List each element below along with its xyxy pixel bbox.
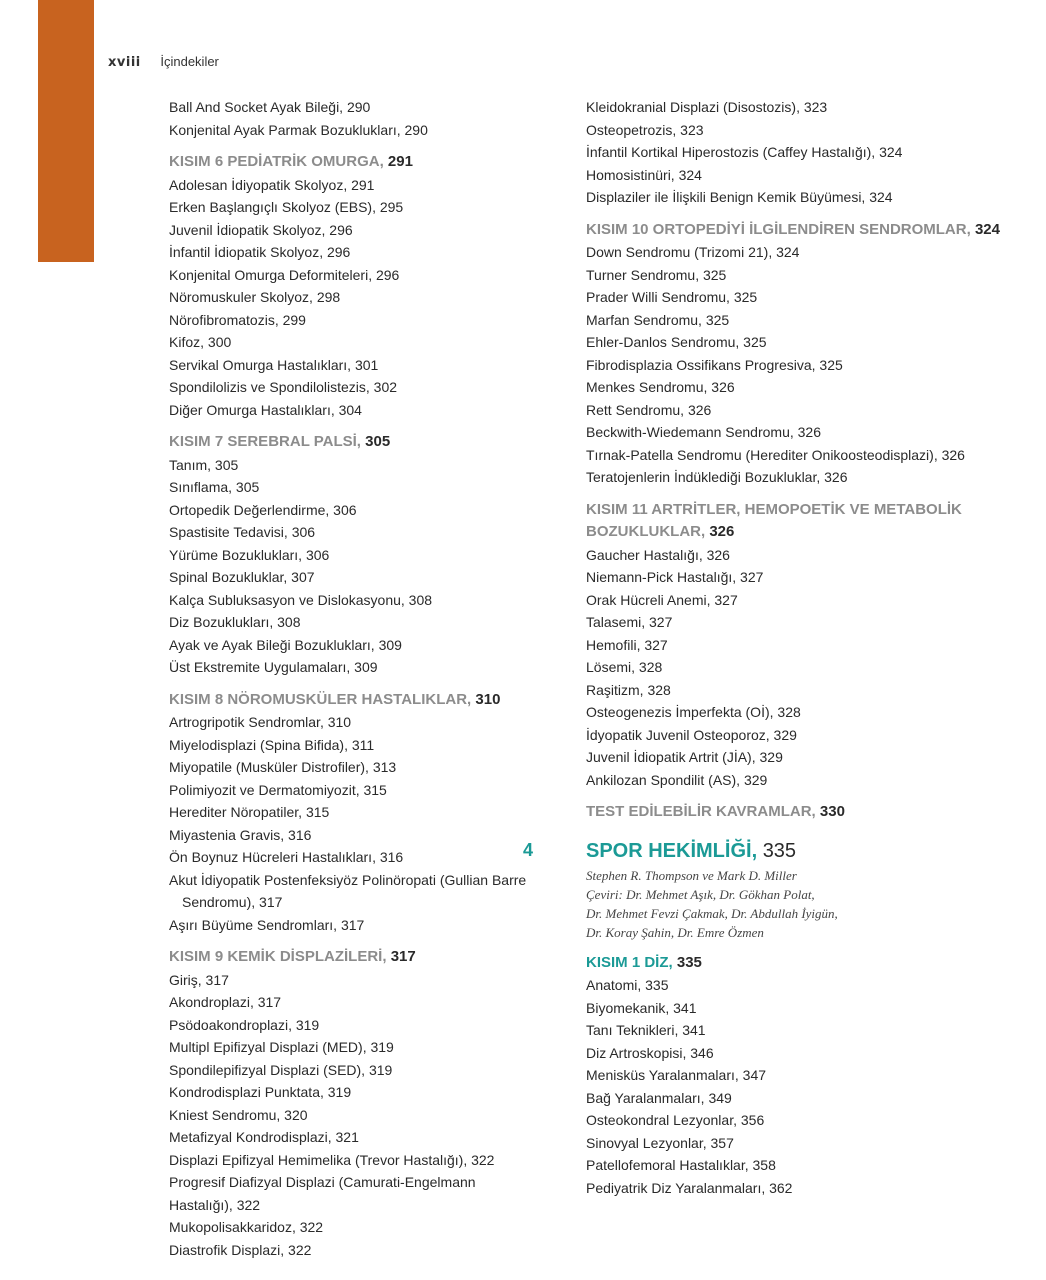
section-page: 310 bbox=[475, 690, 501, 708]
toc-entry: Menisküs Yaralanmaları, 347 bbox=[586, 1067, 767, 1083]
toc-entry: Giriş, 317 bbox=[169, 971, 229, 988]
toc-entry: Miyopatile (Musküler Distrofiler), 313 bbox=[169, 759, 397, 775]
chapter-block bbox=[523, 838, 1006, 942]
toc-entry: Osteokondral Lezyonlar, 356 bbox=[586, 1112, 765, 1128]
toc-entry: Konjenital Ayak Parmak Bozuklukları, 290 bbox=[169, 121, 428, 138]
toc-entry: Aşırı Büyüme Sendromları, 317 bbox=[169, 916, 365, 933]
section-title: KISIM 10 ORTOPEDİYİ İLGİLENDİREN SENDROMLAR, bbox=[586, 220, 971, 238]
toc-entry: Üst Ekstremite Uygulamaları, 309 bbox=[169, 659, 378, 675]
toc-entry: İnfantil İdiopatik Skolyoz, 296 bbox=[169, 244, 351, 260]
toc-entry: Displazi Epifizyal Hemimelika (Trevor Hastalığı), 322 bbox=[169, 1151, 495, 1168]
toc-entry: Down Sendromu (Trizomi 21), 324 bbox=[586, 244, 800, 260]
section-title: KISIM 11 ARTRİTLER, HEMOPOETİK VE METABOLİK BOZUKLUKLAR, bbox=[586, 500, 962, 540]
toc-entry: Ball And Socket Ayak Bileği, 290 bbox=[169, 99, 371, 115]
toc-entry: Miyelodisplazi (Spina Bifida), 311 bbox=[169, 736, 375, 753]
toc-entry: Osteopetrozis, 323 bbox=[586, 121, 704, 138]
toc-entry: Hastalığı), 322 bbox=[169, 1196, 261, 1213]
section-page: 335 bbox=[676, 953, 702, 971]
section-heading bbox=[586, 801, 1006, 824]
toc-entry: Hemofili, 327 bbox=[586, 636, 668, 653]
page-header bbox=[108, 54, 219, 70]
toc-entry: Ortopedik Değerlendirme, 306 bbox=[169, 501, 357, 518]
section-heading bbox=[586, 219, 1006, 242]
toc-entry: Displaziler ile İlişkili Benign Kemik Büyümesi, 324 bbox=[586, 189, 893, 205]
toc-entry: Raşitizm, 328 bbox=[586, 681, 671, 698]
toc-entry: Anatomi, 335 bbox=[586, 977, 669, 993]
toc-entry: Akut İdiyopatik Postenfeksiyöz Polinöropati (Gullian Barre Sendromu), 317 bbox=[169, 871, 527, 910]
toc-entry: Rett Sendromu, 326 bbox=[586, 401, 712, 418]
toc-entry: Ankilozan Spondilit (AS), 329 bbox=[586, 771, 768, 788]
toc-entry: Progresif Diafizyal Displazi (Camurati-Engelmann bbox=[169, 1174, 476, 1190]
section-page: 326 bbox=[709, 523, 735, 540]
toc-entry: Biyomekanik, 341 bbox=[586, 999, 697, 1016]
toc-entry: Menkes Sendromu, 326 bbox=[586, 379, 735, 395]
section-page: 330 bbox=[819, 803, 845, 820]
toc-entry: Metafizyal Kondrodisplazi, 321 bbox=[169, 1129, 359, 1145]
toc-entry: Turner Sendromu, 325 bbox=[586, 266, 727, 283]
toc-entry: Kleidokranial Displazi (Disostozis), 323 bbox=[586, 99, 828, 115]
toc-entry: Fibrodisplazia Ossifikans Progresiva, 325 bbox=[586, 356, 843, 373]
chapter-color-tab bbox=[38, 0, 94, 262]
chapter-page: 335 bbox=[762, 839, 797, 862]
toc-entry: Multipl Epifizyal Displazi (MED), 319 bbox=[169, 1039, 394, 1055]
toc-entry: Kniest Sendromu, 320 bbox=[169, 1106, 308, 1123]
toc-entry: Patellofemoral Hastalıklar, 358 bbox=[586, 1157, 776, 1173]
toc-entry: Kalça Subluksasyon ve Dislokasyonu, 308 bbox=[169, 591, 433, 608]
toc-entry: Homosistinüri, 324 bbox=[586, 166, 702, 183]
toc-entry: Tırnak-Patella Sendromu (Herediter Onikoosteodisplazi), 326 bbox=[586, 446, 965, 463]
chapter-number: 4 bbox=[523, 839, 534, 860]
toc-entry: Talasemi, 327 bbox=[586, 614, 673, 630]
section-page: 324 bbox=[974, 220, 1000, 238]
toc-entry: Adolesan İdiyopatik Skolyoz, 291 bbox=[169, 176, 375, 193]
toc-entry: Artrogripotik Sendromlar, 310 bbox=[169, 714, 352, 730]
toc-entry: Erken Başlangıçlı Skolyoz (EBS), 295 bbox=[169, 199, 404, 215]
chapter-title-text: SPOR HEKİMLİĞİ, bbox=[586, 839, 758, 862]
section-heading bbox=[169, 689, 549, 712]
toc-entry: Beckwith-Wiedemann Sendromu, 326 bbox=[586, 424, 822, 440]
author-line: Çeviri: Dr. Mehmet Aşık, Dr. Gökhan Polat, bbox=[586, 886, 815, 902]
toc-entry: Ön Boynuz Hücreleri Hastalıkları, 316 bbox=[169, 849, 404, 865]
toc-entry: Spondilepifizyal Displazi (SED), 319 bbox=[169, 1061, 393, 1078]
toc-entry: Diastrofik Displazi, 322 bbox=[169, 1241, 312, 1258]
toc-entry: Sınıflama, 305 bbox=[169, 479, 260, 495]
section-heading bbox=[586, 952, 1006, 975]
toc-entry: Diğer Omurga Hastalıkları, 304 bbox=[169, 401, 362, 418]
chapter-authors bbox=[586, 866, 1006, 942]
toc-entry: Ehler-Danlos Sendromu, 325 bbox=[586, 334, 767, 350]
toc-entry: Pediyatrik Diz Yaralanmaları, 362 bbox=[586, 1179, 793, 1196]
section-heading bbox=[169, 151, 549, 174]
toc-right-column bbox=[523, 96, 1006, 1199]
toc-entry: Teratojenlerin İndüklediği Bozukluklar, 326 bbox=[586, 469, 848, 485]
author-line: Dr. Mehmet Fevzi Çakmak, Dr. Abdullah İyigün, bbox=[586, 905, 838, 921]
section-page: 305 bbox=[365, 433, 391, 450]
section-title: TEST EDİLEBİLİR KAVRAMLAR, bbox=[586, 803, 816, 820]
toc-entry: Tanım, 305 bbox=[169, 456, 239, 473]
section-heading bbox=[586, 499, 1006, 544]
toc-entry: Polimiyozit ve Dermatomiyozit, 315 bbox=[169, 781, 387, 798]
toc-entry: Kondrodisplazi Punktata, 319 bbox=[169, 1084, 352, 1100]
page-title: İçindekiler bbox=[160, 54, 219, 69]
toc-entry: Yürüme Bozuklukları, 306 bbox=[169, 546, 330, 563]
toc-entry: İdyopatik Juvenil Osteoporoz, 329 bbox=[586, 726, 797, 743]
toc-entry: Gaucher Hastalığı, 326 bbox=[586, 546, 730, 563]
toc-entry: Tanı Teknikleri, 341 bbox=[586, 1022, 706, 1038]
toc-entry: Kifoz, 300 bbox=[169, 334, 232, 350]
toc-entry: Niemann-Pick Hastalığı, 327 bbox=[586, 569, 764, 585]
toc-entry: Prader Willi Sendromu, 325 bbox=[586, 289, 758, 305]
toc-entry: Sinovyal Lezyonlar, 357 bbox=[586, 1134, 734, 1151]
toc-entry: Ayak ve Ayak Bileği Bozuklukları, 309 bbox=[169, 636, 402, 653]
toc-entry: Spinal Bozukluklar, 307 bbox=[169, 569, 315, 585]
section-title: KISIM 9 KEMİK DİSPLAZİLERİ, bbox=[169, 948, 387, 965]
toc-entry: Bağ Yaralanmaları, 349 bbox=[586, 1089, 732, 1106]
toc-entry: İnfantil Kortikal Hiperostozis (Caffey Hastalığı), 324 bbox=[586, 144, 903, 160]
author-line: Dr. Koray Şahin, Dr. Emre Özmen bbox=[586, 924, 764, 940]
toc-entry: Nörofibromatozis, 299 bbox=[169, 311, 306, 328]
toc-entry: Miyastenia Gravis, 316 bbox=[169, 826, 312, 843]
toc-entry: Konjenital Omurga Deformiteleri, 296 bbox=[169, 266, 400, 283]
section-title: KISIM 7 SEREBRAL PALSİ, bbox=[169, 433, 361, 450]
toc-entry: Nöromuskuler Skolyoz, 298 bbox=[169, 289, 341, 305]
chapter-title bbox=[586, 838, 1006, 864]
section-page: 291 bbox=[387, 153, 413, 170]
toc-entry: Mukopolisakkaridoz, 322 bbox=[169, 1219, 324, 1235]
toc-entry: Juvenil İdiopatik Skolyoz, 296 bbox=[169, 221, 353, 238]
toc-entry: Lösemi, 328 bbox=[586, 659, 663, 675]
toc-entry: Servikal Omurga Hastalıkları, 301 bbox=[169, 356, 379, 373]
author-line: Stephen R. Thompson ve Mark D. Miller bbox=[586, 867, 797, 883]
toc-entry: Diz Bozuklukları, 308 bbox=[169, 614, 301, 630]
toc-left-column bbox=[169, 96, 549, 1261]
toc-entry: Osteogenezis İmperfekta (Oİ), 328 bbox=[586, 704, 801, 720]
toc-entry: Spondilolizis ve Spondilolistezis, 302 bbox=[169, 379, 398, 395]
section-heading bbox=[169, 431, 549, 454]
toc-entry: Juvenil İdiopatik Artrit (JİA), 329 bbox=[586, 749, 783, 765]
section-title: KISIM 6 PEDİATRİK OMURGA, bbox=[169, 153, 384, 170]
toc-entry: Herediter Nöropatiler, 315 bbox=[169, 804, 330, 820]
section-title: KISIM 8 NÖROMUSKÜLER HASTALIKLAR, bbox=[169, 690, 472, 708]
toc-entry: Marfan Sendromu, 325 bbox=[586, 311, 730, 328]
toc-entry: Akondroplazi, 317 bbox=[169, 994, 282, 1010]
toc-entry: Spastisite Tedavisi, 306 bbox=[169, 524, 316, 540]
toc-entry: Psödoakondroplazi, 319 bbox=[169, 1016, 320, 1033]
page-number: xviii bbox=[108, 55, 141, 70]
section-heading bbox=[169, 946, 549, 969]
section-title: KISIM 1 DİZ, bbox=[586, 953, 673, 971]
toc-entry: Diz Artroskopisi, 346 bbox=[586, 1044, 714, 1061]
section-page: 317 bbox=[390, 948, 416, 965]
toc-entry: Orak Hücreli Anemi, 327 bbox=[586, 591, 738, 608]
